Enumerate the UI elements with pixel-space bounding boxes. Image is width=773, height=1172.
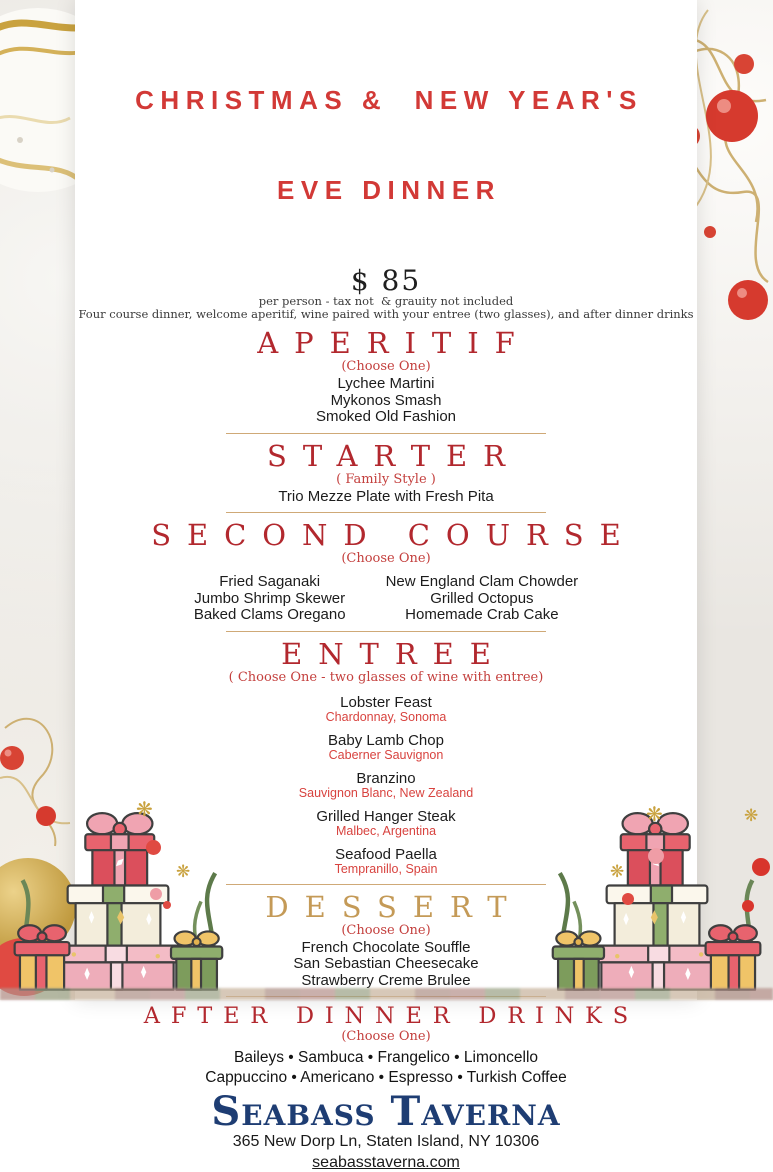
section-title: DESSERT (265, 889, 523, 924)
entree-item (75, 732, 697, 762)
course-note: Four course dinner, welcome aperitif, wine paired with your entree (two glasses), and after dinner drinks (78, 307, 694, 321)
menu-item: Baked Clams Oregano (193, 606, 346, 623)
restaurant-name: Seabass Taverna (211, 1088, 561, 1135)
menu-item: French Chocolate Souffle (301, 938, 471, 956)
berry-dot (752, 858, 770, 876)
wine-pairing: Tempranillo, Spain (334, 861, 438, 876)
entree-name: Baby Lamb Chop (328, 731, 444, 749)
section-divider (226, 884, 546, 885)
section-aperitif (75, 327, 697, 426)
berry-dot (648, 848, 664, 864)
section-title: APERITIF (257, 326, 531, 360)
section-note: (Choose One) (341, 1029, 431, 1044)
menu-title-line1: CHRISTMAS & NEW YEAR'S (135, 85, 643, 115)
section-title: AFTER DINNER DRINKS (143, 1003, 639, 1029)
drinks-line: Cappuccino • Americano • Espresso • Turkish Coffee (205, 1069, 567, 1086)
gift-stack-left-decoration (12, 797, 224, 997)
section-note: ( Family Style ) (336, 471, 436, 487)
snowflake-icon: ❋ (646, 804, 663, 826)
berry-dot (622, 893, 634, 905)
section-divider (226, 433, 546, 434)
section-note: (Choose One) (341, 359, 431, 374)
restaurant-website-link[interactable]: seabasstaverna.com (312, 1154, 460, 1171)
snowflake-icon: ❋ (610, 862, 625, 881)
berry-dot (146, 840, 161, 855)
menu-item: Smoked Old Fashion (315, 408, 457, 425)
section-divider (226, 631, 546, 632)
snowflake-icon: ❋ (136, 799, 153, 821)
entree-name: Branzino (356, 769, 416, 787)
section-note: ( Choose One - two glasses of wine with entree) (228, 669, 544, 685)
berry-dot (163, 901, 171, 909)
menu-item: Trio Mezze Plate with Fresh Pita (278, 487, 494, 505)
section-title: ENTREE (281, 636, 507, 671)
menu-item: San Sebastian Cheesecake (293, 955, 479, 972)
menu-item: Fried Saganaki (219, 573, 321, 590)
menu-title (75, 25, 697, 265)
entree-name: Lobster Feast (340, 693, 432, 711)
wine-pairing: Sauvignon Blanc, New Zealand (298, 785, 474, 800)
bottom-edge-decoration (0, 988, 773, 1000)
wine-pairing: Chardonnay, Sonoma (325, 709, 447, 724)
section-starter (75, 440, 697, 506)
menu-price: $ 85 (350, 264, 422, 297)
menu-item: New England Clam Chowder (385, 573, 579, 590)
drinks-line: Baileys • Sambuca • Frangelico • Limoncello (233, 1049, 539, 1066)
restaurant-address: 365 New Dorp Ln, Staten Island, NY 10306 (232, 1133, 540, 1150)
berry-dot (150, 888, 162, 900)
wine-pairing: Malbec, Argentina (335, 823, 437, 838)
second-course-right-column (386, 574, 579, 624)
menu-item: Lychee Martini (337, 375, 435, 392)
wine-pairing: Caberner Sauvignon (328, 747, 444, 762)
price-note: per person - tax not & grauity not included (258, 294, 514, 308)
section-title: SECOND COURSE (151, 518, 637, 552)
section-divider (226, 512, 546, 513)
berry-dot (742, 900, 754, 912)
section-after-dinner-drinks (75, 1003, 697, 1088)
menu-item: Mykonos Smash (330, 391, 442, 409)
snowflake-icon: ❋ (176, 862, 191, 881)
menu-item: Homemade Crab Cake (405, 606, 559, 623)
section-second-course (75, 519, 697, 624)
section-note: (Choose One) (341, 551, 431, 566)
entree-item (75, 770, 697, 800)
entree-name: Seafood Paella (335, 845, 437, 863)
snowflake-icon: ❋ (744, 806, 759, 825)
entree-item (75, 694, 697, 724)
menu-title-line2: EVE DINNER (277, 175, 501, 205)
section-note: (Choose One) (341, 922, 431, 938)
entree-name: Grilled Hanger Steak (316, 807, 456, 825)
menu-item: Strawberry Creme Brulee (301, 971, 471, 989)
menu-item: Grilled Octopus (430, 589, 534, 607)
gift-stack-right-decoration (551, 797, 763, 997)
section-title: STARTER (267, 438, 521, 473)
second-course-left-column (194, 574, 346, 624)
menu-item: Jumbo Shrimp Skewer (194, 589, 346, 607)
